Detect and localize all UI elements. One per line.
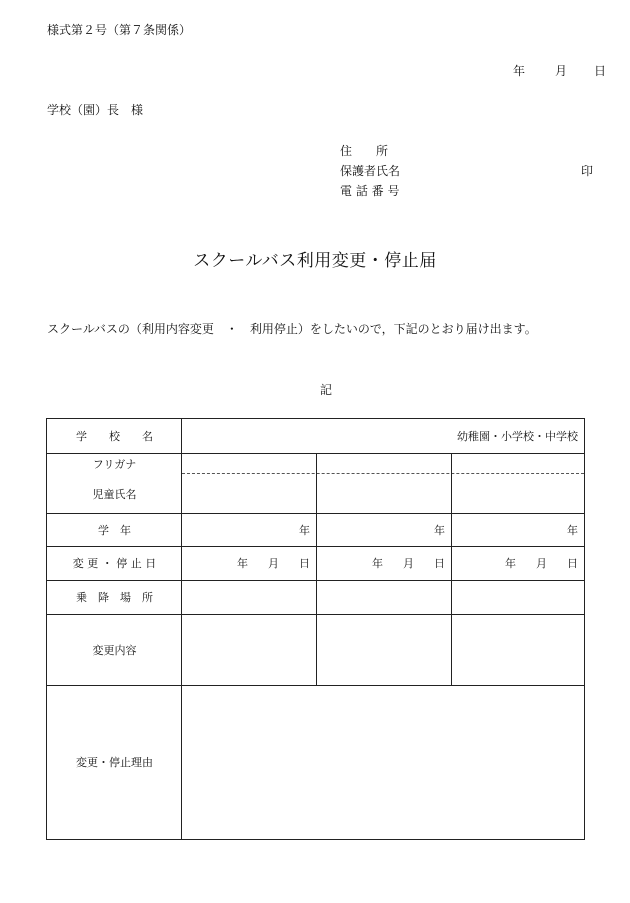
child1-furigana-field[interactable] bbox=[182, 454, 316, 473]
reason-field[interactable] bbox=[182, 686, 584, 839]
reason-label: 変更・停止理由 bbox=[76, 756, 153, 769]
child2-stop-field[interactable] bbox=[317, 581, 451, 614]
date-day-unit: 日 bbox=[434, 557, 445, 570]
child1-change-content-field[interactable] bbox=[182, 615, 316, 685]
child3-grade-field[interactable] bbox=[452, 513, 584, 546]
date-day-unit: 日 bbox=[567, 557, 578, 570]
child2-name-field[interactable] bbox=[317, 474, 451, 513]
grade-unit: 年 bbox=[434, 523, 445, 537]
child3-name-field[interactable] bbox=[452, 474, 584, 513]
address-label: 住 所 bbox=[340, 144, 389, 158]
date-year-unit: 年 bbox=[505, 557, 516, 570]
child-name-label: 児童氏名 bbox=[92, 488, 137, 501]
date-year-unit: 年 bbox=[372, 557, 383, 570]
child3-stop-field[interactable] bbox=[452, 581, 584, 614]
date-month-unit: 月 bbox=[536, 557, 547, 570]
phone-label: 電 話 番 号 bbox=[340, 184, 400, 198]
change-content-label: 変更内容 bbox=[92, 643, 137, 657]
school-label: 学 校 名 bbox=[76, 430, 153, 443]
child3-change-content-field[interactable] bbox=[452, 615, 584, 685]
furigana-label: フリガナ bbox=[92, 458, 137, 471]
date-day-unit: 日 bbox=[299, 557, 310, 570]
grade-label: 学 年 bbox=[98, 523, 131, 537]
form-number: 様式第２号（第７条関係） bbox=[47, 23, 192, 37]
grade-unit: 年 bbox=[299, 523, 310, 537]
document-title: スクールバス利用変更・停止届 bbox=[193, 251, 437, 271]
change-stop-date-label: 変 更 ・ 停 止 日 bbox=[72, 557, 157, 570]
child2-furigana-field[interactable] bbox=[317, 454, 451, 473]
child1-name-field[interactable] bbox=[182, 474, 316, 513]
child1-grade-field[interactable] bbox=[182, 513, 316, 546]
date-month-label: 月 bbox=[555, 64, 568, 78]
date-year-label: 年 bbox=[513, 64, 526, 78]
ki-label: 記 bbox=[319, 383, 332, 397]
child2-change-content-field[interactable] bbox=[317, 615, 451, 685]
child3-date-field[interactable] bbox=[452, 546, 584, 580]
child2-date-field[interactable] bbox=[317, 546, 451, 580]
child2-grade-field[interactable] bbox=[317, 513, 451, 546]
child1-stop-field[interactable] bbox=[182, 581, 316, 614]
child1-date-field[interactable] bbox=[182, 546, 316, 580]
guardian-name-label: 保護者氏名 bbox=[340, 164, 401, 178]
date-month-unit: 月 bbox=[268, 557, 279, 570]
date-day-label: 日 bbox=[594, 64, 607, 78]
form-table bbox=[46, 418, 585, 840]
school-type-options: 幼稚園・小学校・中学校 bbox=[457, 430, 578, 443]
bus-stop-label: 乗 降 場 所 bbox=[76, 591, 153, 604]
seal-mark: 印 bbox=[581, 164, 594, 178]
body-text: スクールバスの（利用内容変更 ・ 利用停止）をしたいので，下記のとおり届け出ます。 bbox=[47, 322, 537, 336]
date-year-unit: 年 bbox=[237, 557, 248, 570]
grade-unit: 年 bbox=[567, 523, 578, 537]
addressee: 学校（園）長 様 bbox=[47, 103, 144, 117]
date-month-unit: 月 bbox=[403, 557, 414, 570]
child3-furigana-field[interactable] bbox=[452, 454, 584, 473]
